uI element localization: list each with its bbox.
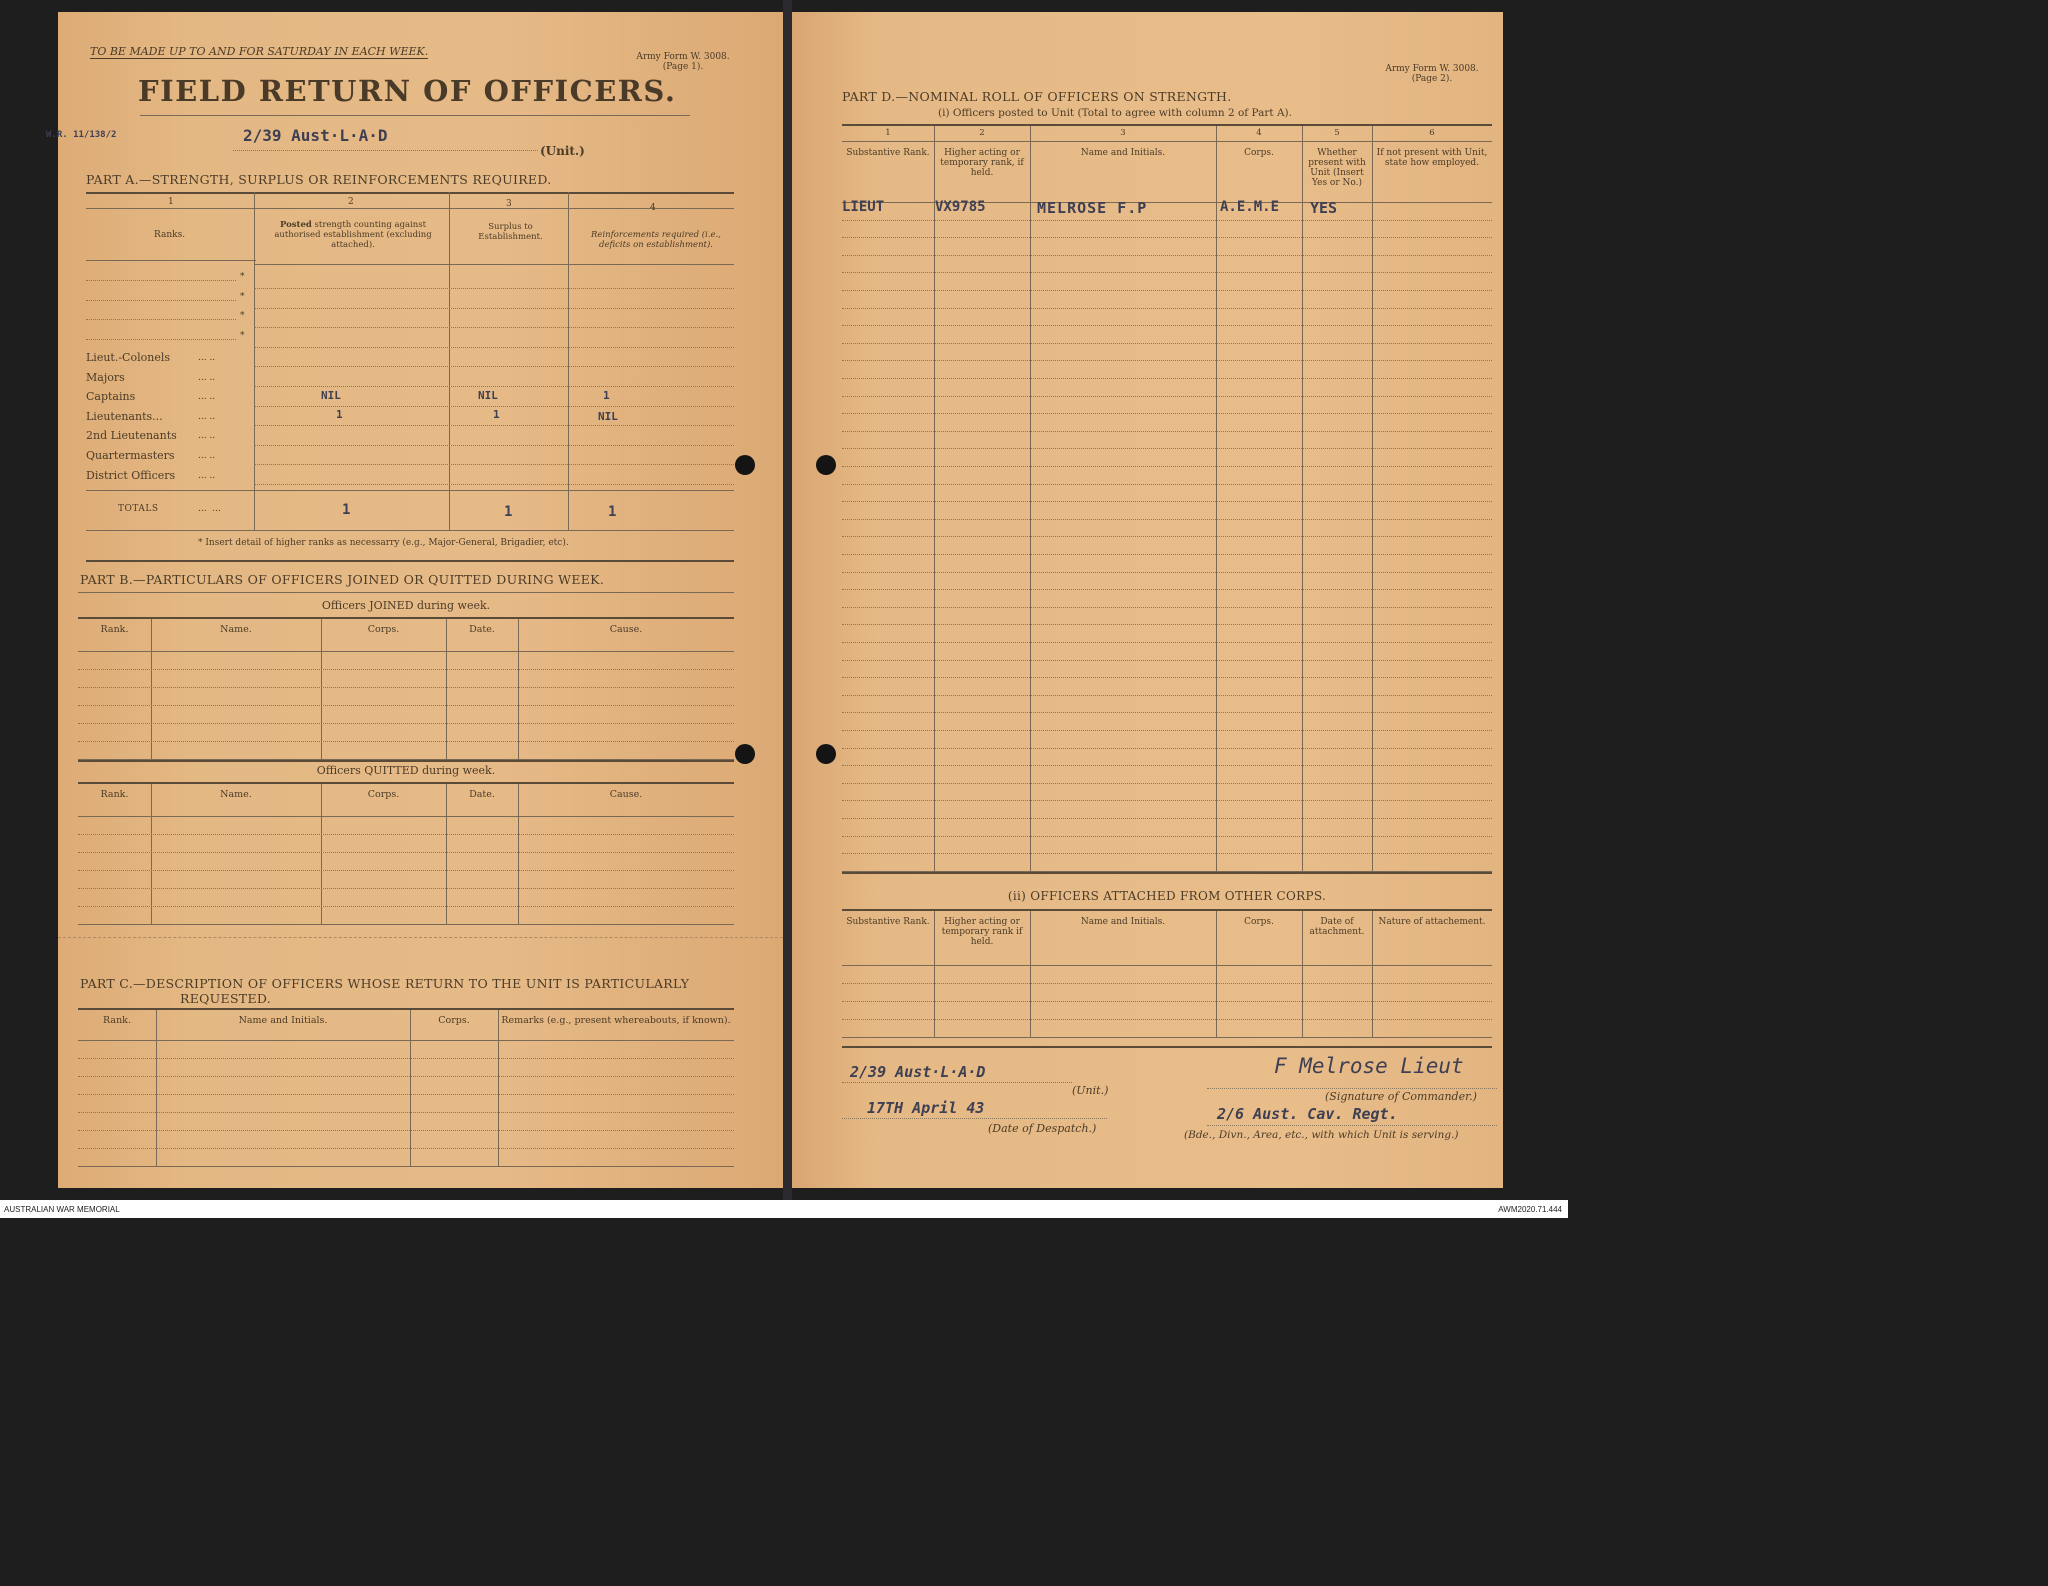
table-rule (842, 783, 1492, 784)
column-header: Corps. (1244, 148, 1274, 158)
column-divider (410, 1010, 411, 1166)
table-rule (78, 687, 734, 688)
rank-label: Captains (86, 390, 136, 404)
col-number: 6 (1429, 128, 1435, 138)
table-rule (254, 406, 734, 407)
column-header: Date of attachment. (1309, 917, 1365, 937)
col-reinforcements: Reinforcements required (i.e., deficits on establishment). (591, 230, 721, 250)
table-rule (842, 800, 1492, 801)
column-divider (156, 1010, 157, 1166)
table-rule (842, 660, 1492, 661)
punch-hole (735, 455, 755, 475)
form-number: Army Form W. 3008. (Page 1). (636, 52, 730, 72)
form-number-2: Army Form W. 3008. (Page 2). (1385, 64, 1479, 84)
footer-accession: AWM2020.71.444 (1498, 1205, 1562, 1214)
rank-blank (86, 300, 236, 301)
table-rule (254, 425, 734, 426)
table-rule (254, 386, 734, 387)
entry-name: MELROSE F.P (1037, 199, 1148, 217)
rank-label: Lieutenants... (86, 409, 163, 423)
column-header: Rank. (100, 624, 129, 635)
table-rule (78, 1148, 734, 1149)
entry-rank: LIEUT (842, 199, 885, 215)
archive-footer (0, 1200, 1568, 1218)
table-rule (842, 642, 1492, 643)
instruction-line: TO BE MADE UP TO AND FOR SATURDAY IN EACH WEEK. (90, 45, 429, 58)
footer-institution: AUSTRALIAN WAR MEMORIAL (4, 1205, 120, 1214)
table-rule (842, 853, 1492, 854)
table-rule (254, 366, 734, 367)
totals-surplus: 1 (504, 504, 513, 520)
column-header: Remarks (e.g., present whereabouts, if known). (501, 1015, 731, 1026)
table-rule (842, 378, 1492, 379)
table-rule (78, 651, 734, 652)
column-header: Rank. (100, 789, 129, 800)
despatch-date: 17TH April 43 (867, 1099, 985, 1117)
table-rule (78, 834, 734, 835)
asterisk: * (240, 311, 245, 322)
table-rule (254, 308, 734, 309)
column-header: Name. (220, 624, 252, 635)
column-header: Substantive Rank. (846, 917, 930, 927)
dots: ... .. (198, 411, 216, 422)
column-header: Name and Initials. (238, 1015, 328, 1026)
col-ranks: Ranks. (154, 230, 186, 240)
column-header: Date. (469, 624, 495, 635)
table-rule (842, 607, 1492, 608)
table-rule (842, 413, 1492, 414)
column-divider (498, 1010, 499, 1166)
unit-handwritten-2: 2/39 Aust·L·A·D (850, 1063, 986, 1081)
asterisk: * (240, 330, 245, 341)
table-rule (842, 360, 1492, 361)
column-divider (518, 619, 519, 759)
rank-label: 2nd Lieutenants (86, 429, 177, 443)
column-header: Corps. (438, 1015, 470, 1026)
rank-blank (86, 319, 236, 320)
dots: ... .. (198, 392, 216, 403)
joined-title: Officers JOINED during week. (321, 599, 491, 612)
table-rule (842, 220, 1492, 221)
table-rule (842, 818, 1492, 819)
table-rule (842, 519, 1492, 520)
dots: ... .. (198, 372, 216, 383)
column-header: If not present with Unit, state how employed. (1376, 148, 1488, 168)
column-divider (151, 619, 152, 759)
table-rule (842, 255, 1492, 256)
column-header: Name and Initials. (1080, 917, 1166, 927)
table-rule (842, 765, 1492, 766)
part-a-footnote: * Insert detail of higher ranks as necessarry (e.g., Major-General, Brigadier, etc). (198, 538, 569, 548)
column-header: Corps. (1244, 917, 1274, 927)
column-header: Nature of attachement. (1378, 917, 1486, 927)
table-rule (78, 723, 734, 724)
column-header: Name and Initials. (1080, 148, 1166, 158)
totals-reinforcements: 1 (608, 504, 617, 520)
unit-label: (Unit.) (540, 144, 585, 158)
column-divider (151, 784, 152, 924)
punch-hole (735, 744, 755, 764)
table-rule (842, 448, 1492, 449)
column-divider (518, 784, 519, 924)
lieutenants-posted: 1 (336, 408, 343, 421)
table-rule (842, 237, 1492, 238)
dots: ... .. (198, 431, 216, 442)
table-rule (254, 484, 734, 485)
dots: ... .. (198, 451, 216, 461)
table-rule (842, 730, 1492, 731)
dots: ... .. (198, 470, 216, 481)
column-header: Date. (469, 789, 495, 800)
table-rule (842, 536, 1492, 537)
rank-label: Lieut.-Colonels (86, 351, 170, 364)
col-posted: Posted strength counting against authorised establishment (excluding attached). (274, 220, 432, 250)
table-rule (842, 712, 1492, 713)
rank-label: District Officers (86, 468, 176, 482)
table-rule (254, 327, 734, 328)
captains-reinforcements: 1 (603, 389, 610, 402)
table-rule (842, 1037, 1492, 1038)
table-rule (254, 288, 734, 289)
table-rule (78, 1040, 734, 1041)
table-rule (78, 852, 734, 853)
column-header: Corps. (367, 624, 400, 635)
table-rule (842, 677, 1492, 678)
column-header: Higher acting or temporary rank, if held. (940, 148, 1024, 178)
table-rule (842, 484, 1492, 485)
table-rule (78, 1094, 734, 1095)
lieutenants-reinforcements: NIL (598, 410, 618, 423)
file-reference: W.R. 11/138/2 (46, 130, 117, 140)
table-rule (842, 290, 1492, 291)
dots: ... .. (198, 353, 216, 363)
column-header: Higher acting or temporary rank if held. (941, 917, 1023, 947)
table-rule (842, 589, 1492, 590)
form-title: FIELD RETURN OF OFFICERS. (138, 74, 677, 108)
binding-gap (783, 0, 792, 1218)
table-rule (78, 705, 734, 706)
part-d-sub-i: (i) Officers posted to Unit (Total to agree with column 2 of Part A). (938, 107, 1292, 119)
punch-hole (816, 455, 836, 475)
table-rule (842, 308, 1492, 309)
table-rule (78, 870, 734, 871)
rank-label: Quartermasters (86, 449, 175, 462)
table-rule (254, 464, 734, 465)
rank-blank (86, 280, 236, 281)
unit-label-2: (Unit.) (1072, 1084, 1109, 1097)
totals-label: TOTALS (118, 504, 159, 514)
commander-signature: F Melrose Lieut (1274, 1054, 1464, 1078)
table-rule (78, 669, 734, 670)
table-rule (842, 141, 1492, 142)
col-number: 5 (1334, 128, 1340, 138)
table-rule (842, 1001, 1492, 1002)
col-number: 1 (885, 128, 891, 138)
table-rule (842, 572, 1492, 573)
col-number: 3 (1120, 128, 1126, 138)
table-rule (842, 1019, 1492, 1020)
column-header: Whether present with Unit (Insert Yes or No.) (1308, 148, 1366, 188)
part-a-heading: PART A.—STRENGTH, SURPLUS OR REINFORCEMENTS REQUIRED. (86, 172, 552, 187)
table-rule (254, 347, 734, 348)
rank-label: Majors (86, 370, 125, 384)
column-header: Cause. (609, 624, 643, 635)
column-divider (321, 619, 322, 759)
column-header: Corps. (367, 789, 400, 800)
table-rule (78, 888, 734, 889)
form-page-1: TO BE MADE UP TO AND FOR SATURDAY IN EACH WEEK. Army Form W. 3008. (Page 1). FIELD RETURN OF OFFICERS. W.R. 11/138/2 2/39 Aust·L·A·D (Unit.) PART A.—STRENGTH, SURPLUS OR REINFORCEMENTS REQUIRED. 1 2 3 4 Ranks. Posted strength counting against authorised establishment (excluding attached). Surplus to Establishment. Reinforcements required (i.e., deficits on establishment). * * * * Lieut.-Colonels ... .. Majors ... .. Captains ... .. Lieutenants... ... .. 2nd Lieutenants ... .. Quartermasters ... .. District Officers ... .. NIL NIL 1 1 1 NIL TOTALS ... ... 1 1 1 * Insert detail of higher ranks as necessarry (e.g., Major-General, Brigadier, etc). PART B.—PARTICULARS OF OFFICERS JOINED OR QUITTED DURING WEEK. Officers JOINED during week. Rank. Name. Corps. Date. Cause. Officers QUITTED during week. Rank. Name. Corps. Date. Cause. PART C.—DESCRIPTION OF OFFICERS WHOSE RETURN TO THE UNIT IS PARTICULARLY REQUESTED. Rank. Name and Initials. Corps. Remarks (e.g., present whereabouts, if known). (58, 12, 783, 1188)
table-rule (78, 924, 734, 925)
col-surplus: Surplus to Establishment. (478, 222, 543, 242)
column-header: Substantive Rank. (846, 148, 930, 158)
part-d-heading: PART D.—NOMINAL ROLL OF OFFICERS ON STRENGTH. (842, 89, 1232, 104)
table-rule (78, 1166, 734, 1167)
attached-heading: (ii) OFFICERS ATTACHED FROM OTHER CORPS. (1007, 889, 1327, 903)
table-rule (842, 431, 1492, 432)
col-number: 4 (1256, 128, 1262, 138)
signature-label: (Signature of Commander.) (1325, 1090, 1477, 1103)
entry-present: YES (1310, 199, 1338, 217)
unit-handwritten: 2/39 Aust·L·A·D (243, 126, 388, 145)
table-rule (842, 748, 1492, 749)
column-header: Rank. (103, 1015, 131, 1026)
column-header: Cause. (609, 789, 643, 800)
table-rule (842, 325, 1492, 326)
table-rule (78, 816, 734, 817)
asterisk: * (240, 291, 245, 302)
table-rule (78, 1112, 734, 1113)
entry-number: VX9785 (935, 199, 986, 215)
captains-posted: NIL (321, 389, 341, 402)
table-rule (842, 343, 1492, 344)
table-rule (254, 445, 734, 446)
table-rule (842, 554, 1492, 555)
table-rule (842, 466, 1492, 467)
brigade-value: 2/6 Aust. Cav. Regt. (1217, 1105, 1398, 1123)
part-b-heading: PART B.—PARTICULARS OF OFFICERS JOINED OR QUITTED DURING WEEK. (80, 572, 605, 587)
table-rule (842, 695, 1492, 696)
table-rule (78, 1076, 734, 1077)
table-rule (78, 906, 734, 907)
column-divider (446, 784, 447, 924)
table-rule (842, 624, 1492, 625)
entry-corps: A.E.M.E (1220, 199, 1280, 215)
quitted-title: Officers QUITTED during week. (316, 764, 496, 777)
rank-blank (86, 339, 236, 340)
table-rule (78, 741, 734, 742)
table-rule (78, 1058, 734, 1059)
col-number: 2 (979, 128, 985, 138)
table-rule (842, 272, 1492, 273)
column-divider (321, 784, 322, 924)
table-rule (842, 965, 1492, 966)
lieutenants-surplus: 1 (493, 408, 500, 421)
table-rule (842, 983, 1492, 984)
totals-posted: 1 (342, 502, 351, 518)
table-rule (842, 501, 1492, 502)
captains-surplus: NIL (478, 389, 498, 402)
table-rule (78, 1130, 734, 1131)
asterisk: * (240, 272, 245, 282)
form-page-2 (792, 12, 1503, 1188)
part-c-heading: PART C.—DESCRIPTION OF OFFICERS WHOSE RETURN TO THE UNIT IS PARTICULARLY REQUESTED. (80, 976, 690, 1006)
despatch-date-label: (Date of Despatch.) (988, 1122, 1097, 1135)
table-rule (842, 396, 1492, 397)
column-divider (446, 619, 447, 759)
table-rule (842, 836, 1492, 837)
punch-hole (816, 744, 836, 764)
column-header: Name. (220, 789, 252, 800)
brigade-label: (Bde., Divn., Area, etc., with which Unit is serving.) (1184, 1129, 1459, 1141)
